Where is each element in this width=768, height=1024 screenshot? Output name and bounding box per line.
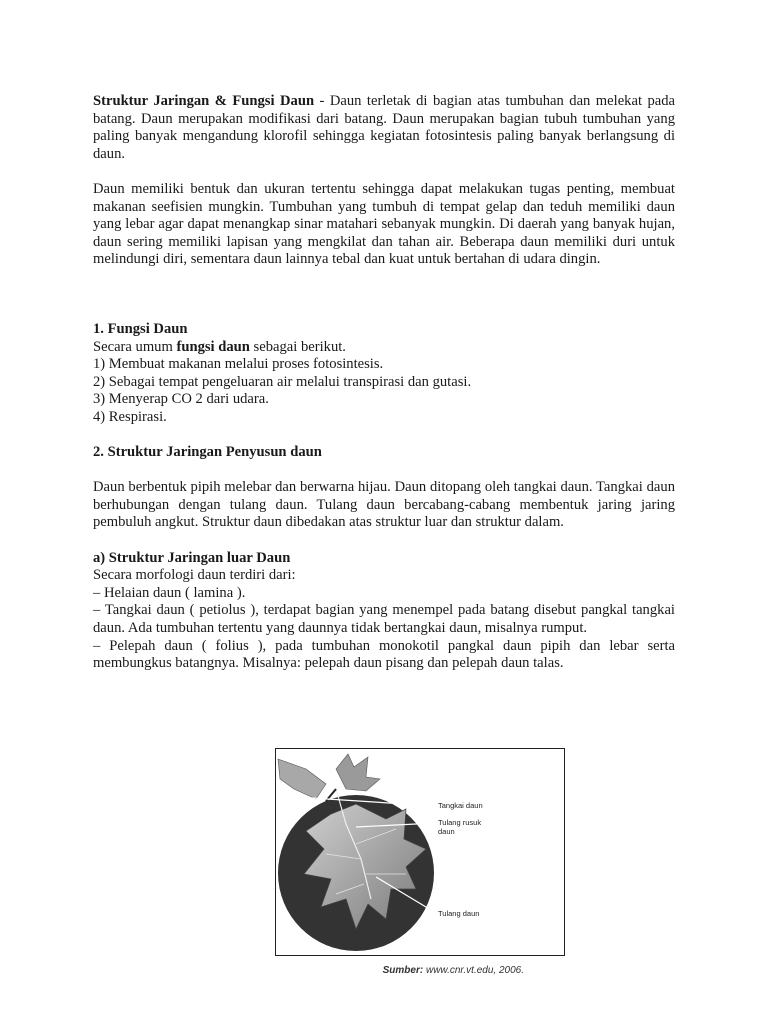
section2-heading: 2. Struktur Jaringan Penyusun daun xyxy=(93,444,322,461)
label-tangkai-daun: Tangkai daun xyxy=(438,801,483,810)
list-item: 2) Sebagai tempat pengeluaran air melalui transpirasi dan gutasi. xyxy=(93,373,472,390)
left-leaf xyxy=(278,759,326,799)
list-item: – Helaian daun ( lamina ). xyxy=(93,584,246,601)
section2-paragraph: Daun berbentuk pipih melebar dan berwarna hijau. Daun ditopang oleh tangkai daun. Tangkai daun berhubungan dengan tulang daun. Tulang daun bercabang-cabang membentuk jaring jaring pembuluh angkut. Struktur daun dibedakan atas struktur luar dan struktur dalam. xyxy=(93,479,675,531)
document-body xyxy=(93,93,675,673)
leaf-figure xyxy=(275,748,565,956)
list-item: 1) Membuat makanan melalui proses fotosintesis. xyxy=(93,356,384,373)
intro-paragraph-2: Daun memiliki bentuk dan ukuran tertentu sehingga dapat melakukan tugas penting, membuat makanan seefisien mungkin. Tumbuhan yang tumbuh di tempat gelap dan teduh memiliki daun yang lebar agar dapat menangkap sinar matahari sebanyak mungkin. Di daerah yang banyak hujan, daun sering memiliki lapisan yang mengkilat dan tahan air. Beberapa daun memiliki duri untuk melindungi diri, sementara daun lainnya tebal dan kuat untuk bertahan di udara dingin. xyxy=(93,180,675,268)
intro-paragraph xyxy=(93,93,675,163)
document-title: Struktur Jaringan & Fungsi Daun xyxy=(93,93,315,109)
section2a-heading: a) Struktur Jaringan luar Daun xyxy=(93,549,291,566)
top-leaf xyxy=(336,754,380,791)
label-tulang-rusuk: Tulang rusuk xyxy=(438,818,482,827)
leaf-diagram xyxy=(276,749,564,955)
section1-lead: Secara umum fungsi daun sebagai berikut. xyxy=(93,338,346,355)
list-item: 3) Menyerap CO 2 dari udara. xyxy=(93,391,269,408)
list-item: – Tangkai daun ( petiolus ), terdapat bagian yang menempel pada batang disebut pangkal tangkai daun. Ada tumbuhan tertentu yang daunnya tidak bertangkai daun, misalnya rumput. xyxy=(93,602,675,637)
intro-text: - Daun terletak di bagian atas tumbuhan dan melekat pada batang. Daun merupakan modifikasi dari batang. Daun merupakan bagian tubuh tumbuhan yang paling banyak mengandung klorofil sehingga kegiatan fotosintesis paling banyak berlangsung di daun. xyxy=(93,93,676,162)
figure-caption: Sumber: www.cnr.vt.edu, 2006. xyxy=(382,965,524,976)
section1-heading: 1. Fungsi Daun xyxy=(93,320,188,337)
list-item: – Pelepah daun ( folius ), pada tumbuhan monokotil pangkal daun pipih dan lebar serta membungkus batangnya. Misalnya: pelepah daun pisang dan pelepah daun talas. xyxy=(93,637,675,672)
label-tulang-daun: Tulang daun xyxy=(438,909,480,918)
list-item: 4) Respirasi. xyxy=(93,408,167,425)
label-daun: daun xyxy=(438,827,455,836)
section2a-lead: Secara morfologi daun terdiri dari: xyxy=(93,567,296,584)
